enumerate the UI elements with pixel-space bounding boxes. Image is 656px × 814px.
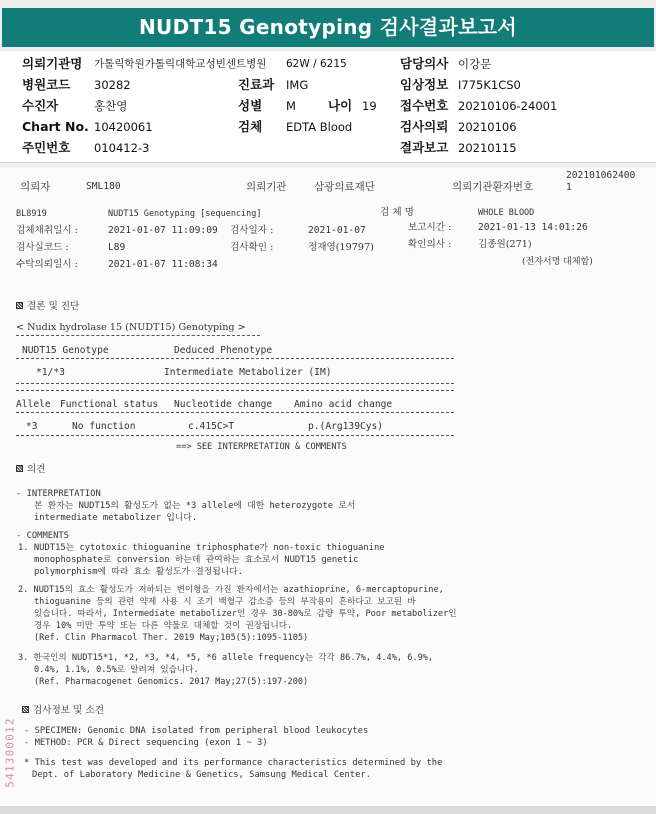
opinion-heading-text: 의견 xyxy=(27,464,46,475)
amino-acid-col: Amino acid change xyxy=(294,399,393,410)
commission-value: 2021-01-07 11:08:34 xyxy=(108,259,218,270)
receipt-label: 접수번호 xyxy=(400,98,449,113)
rrn-value: 010412-3 xyxy=(94,141,150,155)
see-interpretation: ==> SEE INTERPRETATION & COMMENTS xyxy=(176,442,347,452)
method-line: - METHOD: PCR & Direct sequencing (exon 1 ~ 3) xyxy=(24,738,268,748)
confirm-label: 검사확인 : xyxy=(230,242,274,253)
testdate-label: 검사일자 : xyxy=(230,225,274,236)
report-title: NUDT15 Genotyping 검사결과보고서 xyxy=(2,8,654,47)
comment-line: 2. NUDT15의 효소 활성도가 저하되는 변이형을 가진 환자에서는 azathioprine, 6-mercaptopurine, xyxy=(18,585,444,595)
sitecode-label: 검사실코드 : xyxy=(16,242,69,253)
reporttime-value: 2021-01-13 14:01:26 xyxy=(478,222,588,233)
phenotype-col: Deduced Phenotype xyxy=(174,345,273,356)
request-label: 검사의뢰 xyxy=(400,119,449,134)
hospital-label: 의뢰기관명 xyxy=(22,56,83,71)
opinion-heading xyxy=(16,464,46,476)
dept-value: IMG xyxy=(286,78,309,92)
clinical-value: I775K1CS0 xyxy=(458,78,521,92)
agency-label: 의뢰기관 xyxy=(246,181,287,193)
specimen-line: - SPECIMEN: Genomic DNA isolated from peripheral blood leukocytes xyxy=(24,726,369,736)
scanned-report xyxy=(0,168,656,806)
functional-col: Functional status xyxy=(60,399,159,410)
agency-patno-label: 의뢰기관환자번호 xyxy=(452,181,534,193)
sitecode-value: L89 xyxy=(108,242,126,253)
comments-title: - COMMENTS xyxy=(16,531,69,541)
report-header xyxy=(0,51,656,163)
nucleotide-col: Nucleotide change xyxy=(174,399,273,410)
specimen-value: EDTA Blood xyxy=(286,120,353,134)
comment-line: monophosphate로 conversion 하는데 관여하는 효소로서 NUDT15 genetic xyxy=(34,555,359,565)
chart-label: Chart No. xyxy=(22,119,89,134)
reporttime-label: 보고시간 : xyxy=(408,222,452,233)
genotype-col: NUDT15 Genotype xyxy=(22,345,109,356)
test-name: NUDT15 Genotyping [sequencing] xyxy=(108,209,262,219)
agency-patno-value: 202101062400 xyxy=(566,170,636,181)
patient-value: 홍찬영 xyxy=(94,99,128,113)
testdate-value: 2021-01-07 xyxy=(308,225,366,236)
allele-value: *3 xyxy=(26,421,38,432)
requester-value: SML180 xyxy=(86,181,121,192)
note-line: Dept. of Laboratory Medicine & Genetics, Samsung Medical Center. xyxy=(32,770,371,780)
info-heading-text: 검사정보 및 소견 xyxy=(33,705,104,716)
comment-ref: (Ref. Pharmacogenet Genomics. 2017 May;27(5):197-200) xyxy=(34,677,309,687)
nucleotide-value: c.415C>T xyxy=(188,421,235,432)
report-date-value: 20210115 xyxy=(458,141,517,155)
age-label: 나이 xyxy=(328,98,353,113)
code-label: 병원코드 xyxy=(22,77,71,92)
divider xyxy=(16,335,260,336)
result-heading-text: 결론 및 진단 xyxy=(27,301,80,312)
sex-value: M xyxy=(286,99,296,113)
doctor-value: 이강문 xyxy=(458,57,492,71)
code-value: 30282 xyxy=(94,78,131,92)
receipt-value: 20210106-24001 xyxy=(458,99,558,113)
checkbox-square-icon xyxy=(16,465,23,472)
dept-label: 진료과 xyxy=(238,77,275,92)
scan-specimen-value: WHOLE BLOOD xyxy=(478,208,535,218)
comment-line: 1. NUDT15는 cytotoxic thioguanine triphosphate가 non-toxic thioguanine xyxy=(18,543,385,553)
comment-line: 경우 10% 미만 투약 또는 다른 약물로 대체할 것이 권장됩니다. xyxy=(34,621,293,631)
result-heading xyxy=(16,301,79,313)
esign-note: (전자서명 대체함) xyxy=(522,257,593,267)
age-value: 19 xyxy=(362,99,377,113)
collected-label: 검체채취일시 : xyxy=(16,225,78,236)
specimen-label: 검체 xyxy=(238,119,263,134)
interpretation-line: intermediate metabolizer 입니다. xyxy=(34,513,198,523)
chart-value: 10420061 xyxy=(94,120,153,134)
requester-label: 의뢰자 xyxy=(20,181,51,193)
report-date-label: 결과보고 xyxy=(400,140,449,155)
side-serial xyxy=(3,702,17,804)
side-serial-number: 541300012 xyxy=(3,717,17,788)
comment-ref: (Ref. Clin Pharmacol Ther. 2019 May;105(5):1095-1105) xyxy=(34,633,309,643)
comment-line: polymorphism에 따라 효소 활성도가 결정됩니다. xyxy=(34,567,244,577)
divider xyxy=(16,390,454,391)
clinical-label: 임상정보 xyxy=(400,77,449,92)
genotype-value: *1/*3 xyxy=(36,367,65,378)
request-value: 20210106 xyxy=(458,120,517,134)
bottom-strip xyxy=(0,806,656,814)
comment-line: thioguanine 등의 관련 약제 사용 시 조기 백혈구 감소증 등의 부작용이 흔하다고 보고된 바 xyxy=(34,597,416,607)
sex-label: 성별 xyxy=(238,98,263,113)
agency-value: 삼광의료재단 xyxy=(314,181,375,193)
doctor-label: 담당의사 xyxy=(400,56,449,71)
divider xyxy=(16,412,454,413)
checkbox-square-icon xyxy=(16,302,23,309)
comment-line: 있습니다. 따라서, Intermediate metabolizer인 경우 30-80%로 감량 투약, Poor metabolizer인 xyxy=(34,609,457,619)
functional-value: No function xyxy=(72,421,136,432)
divider xyxy=(16,358,454,359)
verify-label: 확인의사 : xyxy=(408,239,452,250)
comment-line: 0.4%, 1.1%, 0.5%로 알려져 있습니다. xyxy=(34,665,199,675)
amino-acid-value: p.(Arg139Cys) xyxy=(308,421,384,432)
ward-value: 62W / 6215 xyxy=(286,58,347,70)
allele-col: Allele xyxy=(16,399,51,410)
agency-patno-value-cont: 1 xyxy=(566,182,572,193)
scan-specimen-label: 검 체 명 xyxy=(380,207,414,218)
commission-label: 수탁의뢰일시 : xyxy=(16,259,78,270)
interpretation-title: - INTERPRETATION xyxy=(16,489,101,499)
confirm-value: 정재영(19797) xyxy=(308,242,374,253)
hospital-value: 가톨릭학원가톨릭대학교성빈센트병원 xyxy=(94,58,267,70)
test-code: BL8919 xyxy=(16,209,47,219)
checkbox-square-icon xyxy=(22,706,29,713)
rrn-label: 주민번호 xyxy=(22,140,71,155)
gene-title: < Nudix hydrolase 15 (NUDT15) Genotyping > xyxy=(16,322,246,333)
collected-value: 2021-01-07 11:09:09 xyxy=(108,225,218,236)
verify-value: 김종원(271) xyxy=(478,239,532,250)
comment-line: 3. 한국인의 NUDT15*1, *2, *3, *4, *5, *6 allele frequency는 각각 86.7%, 4.4%, 6.9%, xyxy=(18,653,434,663)
phenotype-value: Intermediate Metabolizer (IM) xyxy=(164,367,332,378)
divider xyxy=(16,435,454,436)
info-heading xyxy=(22,705,104,717)
interpretation-line: 본 환자는 NUDT15의 활성도가 없는 *3 allele에 대한 heterozygote 로서 xyxy=(34,501,356,511)
note-line: * This test was developed and its performance characteristics determined by the xyxy=(24,758,443,768)
patient-label: 수진자 xyxy=(22,98,59,113)
divider xyxy=(16,383,454,384)
